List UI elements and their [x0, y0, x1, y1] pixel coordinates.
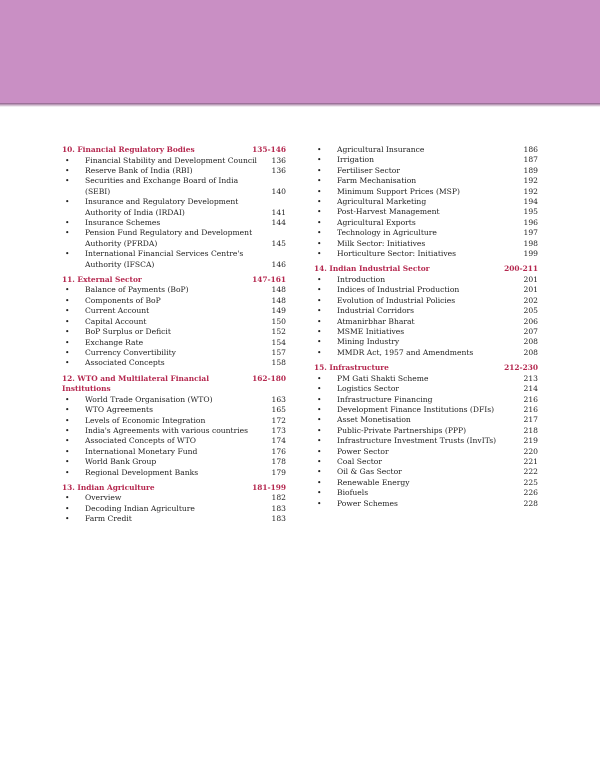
toc-entry[interactable] — [314, 317, 538, 327]
bullet-icon: • — [317, 249, 322, 259]
toc-entry[interactable] — [62, 416, 286, 426]
entry-page-number: 157 — [271, 347, 286, 357]
entry-title: Mining Industry — [337, 337, 400, 347]
toc-section — [62, 275, 286, 369]
entry-title: Insurance and Regulatory Development Authority of India (IRDAI) — [85, 197, 239, 217]
entry-page-number: 189 — [523, 165, 538, 175]
entry-page-number: 199 — [523, 249, 538, 259]
toc-entry[interactable] — [314, 207, 538, 217]
toc-entry[interactable] — [314, 176, 538, 186]
entry-page-number: 172 — [271, 415, 286, 425]
toc-entry[interactable] — [62, 228, 286, 249]
bullet-icon: • — [317, 176, 322, 186]
entry-title: Associated Concepts — [85, 358, 165, 368]
bullet-icon: • — [317, 165, 322, 175]
toc-entry[interactable] — [314, 337, 538, 347]
entry-title: MSME Initiatives — [337, 327, 405, 336]
bullet-icon: • — [65, 285, 70, 295]
entry-title: Agricultural Exports — [337, 217, 416, 227]
entry-page-number: 216 — [523, 394, 538, 404]
entry-title: Renewable Energy — [337, 477, 410, 487]
toc-entry[interactable] — [314, 488, 538, 498]
bullet-icon: • — [317, 228, 322, 238]
entry-title: Financial Stability and Development Council — [85, 155, 257, 165]
bullet-icon: • — [65, 425, 70, 435]
bullet-icon: • — [317, 217, 322, 227]
section-title: 15. Infrastructure — [314, 363, 389, 373]
section-page-range: 162-180 — [252, 373, 286, 383]
toc-entry[interactable] — [314, 228, 538, 238]
toc-entry[interactable] — [62, 338, 286, 348]
toc-entry[interactable] — [314, 327, 538, 337]
bullet-icon: • — [65, 514, 70, 524]
entry-title: Logistics Sector — [337, 384, 400, 394]
section-title: 14. Indian Industrial Sector — [314, 264, 430, 274]
bullet-icon: • — [65, 503, 70, 513]
bullet-icon: • — [317, 347, 322, 357]
entry-title: PM Gati Shakti Scheme — [337, 373, 429, 383]
toc-section — [62, 483, 286, 525]
bullet-icon: • — [317, 197, 322, 207]
header-color-band — [0, 0, 600, 103]
bullet-icon: • — [65, 446, 70, 456]
entry-page-number: 148 — [271, 285, 286, 295]
entry-title: WTO Agreements — [85, 405, 154, 415]
toc-entry[interactable] — [314, 306, 538, 316]
toc-entry[interactable] — [62, 447, 286, 457]
bullet-icon: • — [317, 425, 322, 435]
entry-page-number: 146 — [271, 259, 286, 269]
toc-entry[interactable] — [314, 285, 538, 295]
entry-title: Minimum Support Prices (MSP) — [337, 186, 460, 196]
section-title: 11. External Sector — [62, 274, 142, 284]
bullet-icon: • — [317, 446, 322, 456]
toc-entry[interactable] — [62, 514, 286, 524]
bullet-icon: • — [317, 274, 322, 284]
section-page-range: 212-230 — [504, 363, 538, 373]
toc-section-heading[interactable] — [62, 483, 286, 494]
bullet-icon: • — [317, 467, 322, 477]
toc-section-heading[interactable] — [314, 264, 538, 275]
bullet-icon: • — [317, 436, 322, 446]
entry-title: Farm Credit — [85, 514, 132, 524]
section-page-range: 200-211 — [504, 264, 538, 274]
bullet-icon: • — [65, 217, 70, 227]
entry-title: Infrastructure Financing — [337, 394, 433, 404]
entry-title: Exchange Rate — [85, 337, 144, 347]
bullet-icon: • — [65, 467, 70, 477]
section-title: 10. Financial Regulatory Bodies — [62, 145, 195, 154]
entry-page-number: 192 — [523, 176, 538, 186]
entry-page-number: 194 — [523, 197, 538, 207]
toc-entry[interactable] — [314, 395, 538, 405]
entry-page-number: 196 — [523, 217, 538, 227]
bullet-icon: • — [317, 456, 322, 466]
entry-page-number: 197 — [523, 228, 538, 238]
entry-page-number: 150 — [271, 316, 286, 326]
toc-section-heading[interactable] — [314, 363, 538, 374]
entry-page-number: 225 — [523, 477, 538, 487]
toc-entry[interactable] — [62, 317, 286, 327]
toc-entry[interactable] — [62, 436, 286, 446]
bullet-icon: • — [317, 498, 322, 508]
entry-title: Components of BoP — [85, 295, 161, 305]
entry-title: Capital Account — [85, 316, 147, 326]
entry-page-number: 221 — [523, 456, 538, 466]
toc-entry[interactable] — [62, 218, 286, 228]
entry-title: Decoding Indian Agriculture — [85, 503, 195, 513]
bullet-icon: • — [317, 306, 322, 316]
toc-section — [62, 374, 286, 478]
bullet-icon: • — [317, 295, 322, 305]
entry-page-number: 216 — [523, 404, 538, 414]
entry-title: Post-Harvest Management — [337, 207, 440, 217]
entry-page-number: 183 — [271, 503, 286, 513]
entry-title: Atmanirbhar Bharat — [337, 316, 415, 326]
bullet-icon: • — [317, 337, 322, 347]
bullet-icon: • — [65, 415, 70, 425]
toc-right-column — [314, 145, 538, 514]
entry-page-number: 141 — [271, 207, 286, 217]
entry-title: International Financial Services Centre's Authority (IFSCA) — [85, 249, 244, 269]
toc-entry[interactable] — [62, 285, 286, 295]
toc-entry[interactable] — [314, 348, 538, 358]
entry-title: Overview — [85, 493, 122, 503]
toc-entry[interactable] — [62, 249, 286, 270]
bullet-icon: • — [317, 404, 322, 414]
entry-page-number: 149 — [271, 306, 286, 316]
toc-entry[interactable] — [314, 218, 538, 228]
bullet-icon: • — [65, 327, 70, 337]
toc-entry[interactable] — [314, 499, 538, 509]
bullet-icon: • — [317, 488, 322, 498]
section-title: 13. Indian Agriculture — [62, 482, 155, 492]
section-page-range: 181-199 — [252, 482, 286, 492]
bullet-icon: • — [317, 327, 322, 336]
entry-page-number: 186 — [523, 145, 538, 154]
toc-entry[interactable] — [62, 156, 286, 166]
entry-title: World Bank Group — [85, 457, 157, 467]
entry-title: Evolution of Industrial Policies — [337, 295, 456, 305]
entry-page-number: 222 — [523, 467, 538, 477]
entry-page-number: 206 — [523, 316, 538, 326]
toc-entry[interactable] — [314, 275, 538, 285]
entry-page-number: 201 — [523, 274, 538, 284]
entry-title: Securities and Exchange Board of India (SEBI) — [85, 176, 239, 196]
bullet-icon: • — [65, 165, 70, 175]
toc-entry[interactable] — [314, 187, 538, 197]
toc-entry[interactable] — [314, 249, 538, 259]
toc-entry[interactable] — [62, 197, 286, 218]
entry-page-number: 136 — [271, 165, 286, 175]
entry-page-number: 145 — [271, 238, 286, 248]
toc-section — [62, 145, 286, 270]
toc-entry[interactable] — [62, 296, 286, 306]
entry-title: Coal Sector — [337, 456, 382, 466]
entry-title: Milk Sector: Initiatives — [337, 238, 426, 248]
entry-page-number: 183 — [271, 514, 286, 524]
entry-page-number: 140 — [271, 186, 286, 196]
toc-section — [314, 145, 538, 259]
bullet-icon: • — [65, 405, 70, 415]
entry-page-number: 187 — [523, 155, 538, 165]
entry-page-number: 228 — [523, 498, 538, 508]
toc-entry[interactable] — [314, 405, 538, 415]
entry-page-number: 208 — [523, 347, 538, 357]
toc-entry[interactable] — [62, 348, 286, 358]
entry-page-number: 214 — [523, 384, 538, 394]
entry-title: Regional Development Banks — [85, 467, 199, 477]
entry-page-number: 213 — [523, 373, 538, 383]
entry-page-number: 136 — [271, 155, 286, 165]
bullet-icon: • — [65, 394, 70, 404]
toc-entry[interactable] — [314, 239, 538, 249]
bullet-icon: • — [65, 358, 70, 368]
bullet-icon: • — [317, 186, 322, 196]
entry-page-number: 148 — [271, 295, 286, 305]
entry-page-number: 198 — [523, 238, 538, 248]
bullet-icon: • — [317, 477, 322, 487]
toc-entry[interactable] — [314, 145, 538, 155]
entry-page-number: 182 — [271, 493, 286, 503]
entry-page-number: 176 — [271, 446, 286, 456]
entry-page-number: 158 — [271, 358, 286, 368]
entry-title: Development Finance Institutions (DFIs) — [337, 404, 495, 414]
bullet-icon: • — [317, 145, 322, 154]
entry-title: Agricultural Marketing — [337, 197, 427, 207]
toc-entry[interactable] — [314, 197, 538, 207]
toc-section-heading[interactable] — [62, 374, 286, 395]
entry-title: Infrastructure Investment Trusts (InvITs) — [337, 436, 497, 446]
entry-page-number: 202 — [523, 295, 538, 305]
entry-page-number: 174 — [271, 436, 286, 446]
entry-title: Technology in Agriculture — [337, 228, 437, 238]
toc-section — [314, 264, 538, 358]
bullet-icon: • — [65, 295, 70, 305]
toc-entry[interactable] — [314, 467, 538, 477]
toc-entry[interactable] — [314, 447, 538, 457]
toc-entry[interactable] — [62, 457, 286, 467]
entry-page-number: 208 — [523, 337, 538, 347]
entry-title: Fertiliser Sector — [337, 165, 400, 175]
bullet-icon: • — [65, 337, 70, 347]
entry-title: Pension Fund Regulatory and Development Authority (PFRDA) — [85, 228, 253, 248]
entry-title: Currency Convertibility — [85, 347, 176, 357]
entry-title: Horticulture Sector: Initiatives — [337, 249, 457, 259]
bullet-icon: • — [317, 373, 322, 383]
toc-entry[interactable] — [314, 155, 538, 165]
bullet-icon: • — [317, 155, 322, 165]
bullet-icon: • — [65, 306, 70, 316]
bullet-icon: • — [65, 347, 70, 357]
section-title: 12. WTO and Multilateral Financial Institutions — [62, 373, 209, 394]
bullet-icon: • — [65, 436, 70, 446]
toc-entry[interactable] — [62, 176, 286, 197]
entry-title: Oil & Gas Sector — [337, 467, 402, 477]
entry-page-number: 217 — [523, 415, 538, 425]
toc-section-heading[interactable] — [62, 145, 286, 156]
bullet-icon: • — [317, 238, 322, 248]
bullet-icon: • — [317, 207, 322, 217]
entry-title: Levels of Economic Integration — [85, 415, 206, 425]
toc-entry[interactable] — [314, 436, 538, 446]
toc-entry[interactable] — [314, 478, 538, 488]
entry-page-number: 192 — [523, 186, 538, 196]
entry-page-number: 205 — [523, 306, 538, 316]
bullet-icon: • — [65, 316, 70, 326]
entry-title: Asset Monetisation — [337, 415, 411, 425]
toc-entry[interactable] — [62, 306, 286, 316]
entry-title: BoP Surplus or Deficit — [85, 327, 171, 337]
toc-entry[interactable] — [314, 384, 538, 394]
toc-entry[interactable] — [62, 468, 286, 478]
toc-entry[interactable] — [314, 426, 538, 436]
toc-entry[interactable] — [62, 426, 286, 436]
entry-title: Biofuels — [337, 488, 369, 498]
toc-entry[interactable] — [62, 395, 286, 405]
toc-entry[interactable] — [62, 504, 286, 514]
entry-title: Power Schemes — [337, 498, 398, 508]
toc-entry[interactable] — [62, 493, 286, 503]
bullet-icon: • — [65, 457, 70, 467]
entry-page-number: 152 — [271, 327, 286, 337]
toc-entry[interactable] — [62, 358, 286, 368]
entry-title: Reserve Bank of India (RBI) — [85, 165, 193, 175]
toc-entry[interactable] — [62, 405, 286, 415]
entry-title: Current Account — [85, 306, 150, 316]
entry-page-number: 178 — [271, 457, 286, 467]
bullet-icon: • — [65, 176, 70, 186]
entry-page-number: 201 — [523, 285, 538, 295]
entry-page-number: 163 — [271, 394, 286, 404]
entry-title: Associated Concepts of WTO — [85, 436, 197, 446]
entry-page-number: 179 — [271, 467, 286, 477]
section-page-range: 135-146 — [252, 145, 286, 154]
header-band-shadow — [0, 103, 600, 107]
entry-page-number: 154 — [271, 337, 286, 347]
bullet-icon: • — [317, 285, 322, 295]
entry-page-number: 144 — [271, 217, 286, 227]
toc-entry[interactable] — [62, 166, 286, 176]
entry-title: Power Sector — [337, 446, 389, 456]
toc-left-column — [62, 145, 286, 530]
entry-title: International Monetary Fund — [85, 446, 198, 456]
bullet-icon: • — [65, 197, 70, 207]
entry-title: Balance of Payments (BoP) — [85, 285, 189, 295]
section-page-range: 147-161 — [252, 274, 286, 284]
toc-section — [314, 363, 538, 509]
toc-entry[interactable] — [314, 457, 538, 467]
toc-entry[interactable] — [314, 374, 538, 384]
bullet-icon: • — [65, 249, 70, 259]
bullet-icon: • — [317, 316, 322, 326]
entry-title: Irrigation — [337, 155, 375, 165]
entry-page-number: 219 — [523, 436, 538, 446]
entry-title: Public-Private Partnerships (PPP) — [337, 425, 467, 435]
entry-page-number: 218 — [523, 425, 538, 435]
entry-page-number: 220 — [523, 446, 538, 456]
entry-page-number: 207 — [523, 327, 538, 336]
entry-page-number: 226 — [523, 488, 538, 498]
entry-title: Farm Mechanisation — [337, 176, 417, 186]
entry-page-number: 195 — [523, 207, 538, 217]
entry-title: World Trade Organisation (WTO) — [85, 394, 213, 404]
bullet-icon: • — [65, 155, 70, 165]
bullet-icon: • — [317, 415, 322, 425]
entry-title: Agricultural Insurance — [337, 145, 425, 154]
entry-page-number: 173 — [271, 425, 286, 435]
toc-entry[interactable] — [314, 415, 538, 425]
entry-title: India's Agreements with various countries — [85, 425, 249, 435]
toc-entry[interactable] — [314, 296, 538, 306]
entry-title: Industrial Corridors — [337, 306, 415, 316]
toc-entry[interactable] — [314, 166, 538, 176]
entry-page-number: 165 — [271, 405, 286, 415]
bullet-icon: • — [65, 228, 70, 238]
entry-title: Indices of Industrial Production — [337, 285, 460, 295]
entry-title: Introduction — [337, 274, 386, 284]
bullet-icon: • — [317, 384, 322, 394]
toc-section-heading[interactable] — [62, 275, 286, 286]
bullet-icon: • — [317, 394, 322, 404]
bullet-icon: • — [65, 493, 70, 503]
toc-entry[interactable] — [62, 327, 286, 337]
entry-title: MMDR Act, 1957 and Amendments — [337, 347, 474, 357]
entry-title: Insurance Schemes — [85, 217, 161, 227]
